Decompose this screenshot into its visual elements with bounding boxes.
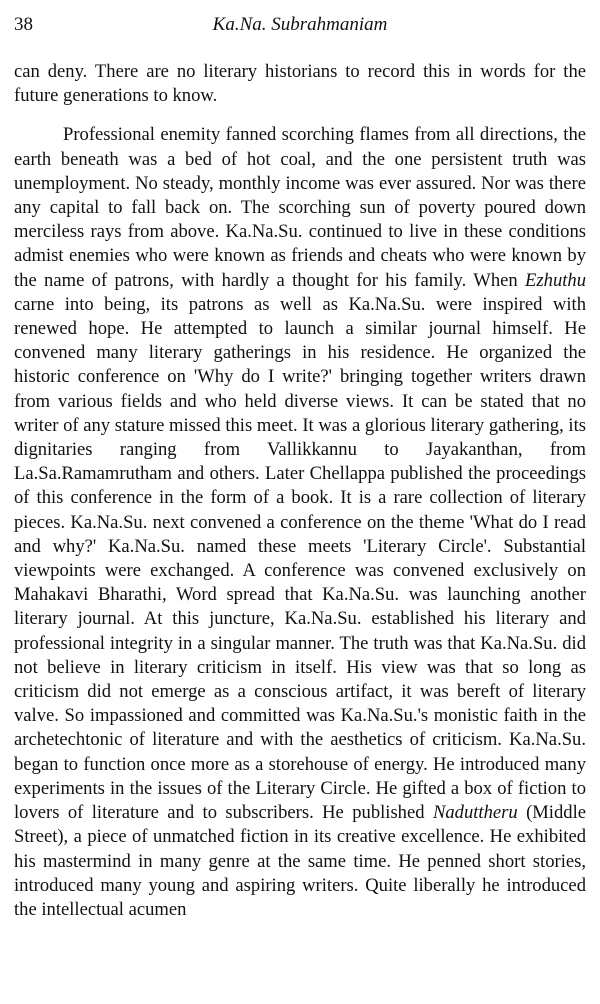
paragraph-continued: can deny. There are no literary historians to record this in words for the future generations to know. <box>14 61 586 107</box>
running-head: Ka.Na. Subrahmaniam <box>212 14 388 35</box>
paragraph-text: (Middle Street), a piece of unmatched fiction in its creative excellence. He exhibited his mastermind in many genre at the same time. He penned short stories, introduced many young and aspiring writers. Quite liberally he introduced the intellectual acumen <box>14 802 586 920</box>
journal-title: Ezhuthu <box>525 269 586 291</box>
page-header <box>14 8 586 38</box>
paragraph-main <box>14 123 586 922</box>
page-number: 38 <box>14 14 33 35</box>
paragraph-text: carne into being, its patrons as well as Ka.Na.Su. were inspired with renewed hope. He attempted to launch a similar journal himself. He convened many literary gatherings in his residence. He organized the historic conference on 'Why do I write?' bringing together writers drawn from various fields and who held diverse views. It can be stated that no writer of any stature missed this meet. It was a glorious literary gathering, its dignitaries ranging from Vallikkannu to Jayakanthan, from La.Sa.Ramamrutham and others. Later Chellappa published the proceedings of this conference in the form of a book. It is a rare collection of literary pieces. Ka.Na.Su. next convened a conference on the theme 'What do I read and why?' Ka.Na.Su. named these meets 'Literary Circle'. Substantial viewpoints were exchanged. A conference was convened exclusively on Mahakavi Bharathi, Word spread that Ka.Na.Su. was launching another literary journal. At this juncture, Ka.Na.Su. established his literary and professional integrity in a singular manner. The truth was that Ka.Na.Su. did not believe in literary criticism in itself. His view was that so long as criticism did not emerge as a conscious artifact, it was bereft of literary valve. So impassioned and committed was Ka.Na.Su.'s monistic faith in the archetechtonic of literature and with the aesthetics of criticism. Ka.Na.Su. began to function once more as a storehouse of energy. He introduced many experiments in the issues of the Literary Circle. He gifted a box of fiction to lovers of literature and to subscribers. He published <box>14 293 586 824</box>
book-title: Naduttheru <box>432 802 518 824</box>
paragraph-text: Professional enemity fanned scorching flames from all directions, the earth beneath was a bed of hot coal, and the one persistent truth was unemployment. No steady, monthly income was ever assured. Nor was there any capital to fall back on. The scorching sun of poverty poured down merciless rays from above. Ka.Na.Su. continued to live in these conditions admist enemies who were known as friends and cheats who were known by the name of patrons, with hardly a thought for his family. When <box>14 124 586 291</box>
body-text <box>14 60 586 922</box>
